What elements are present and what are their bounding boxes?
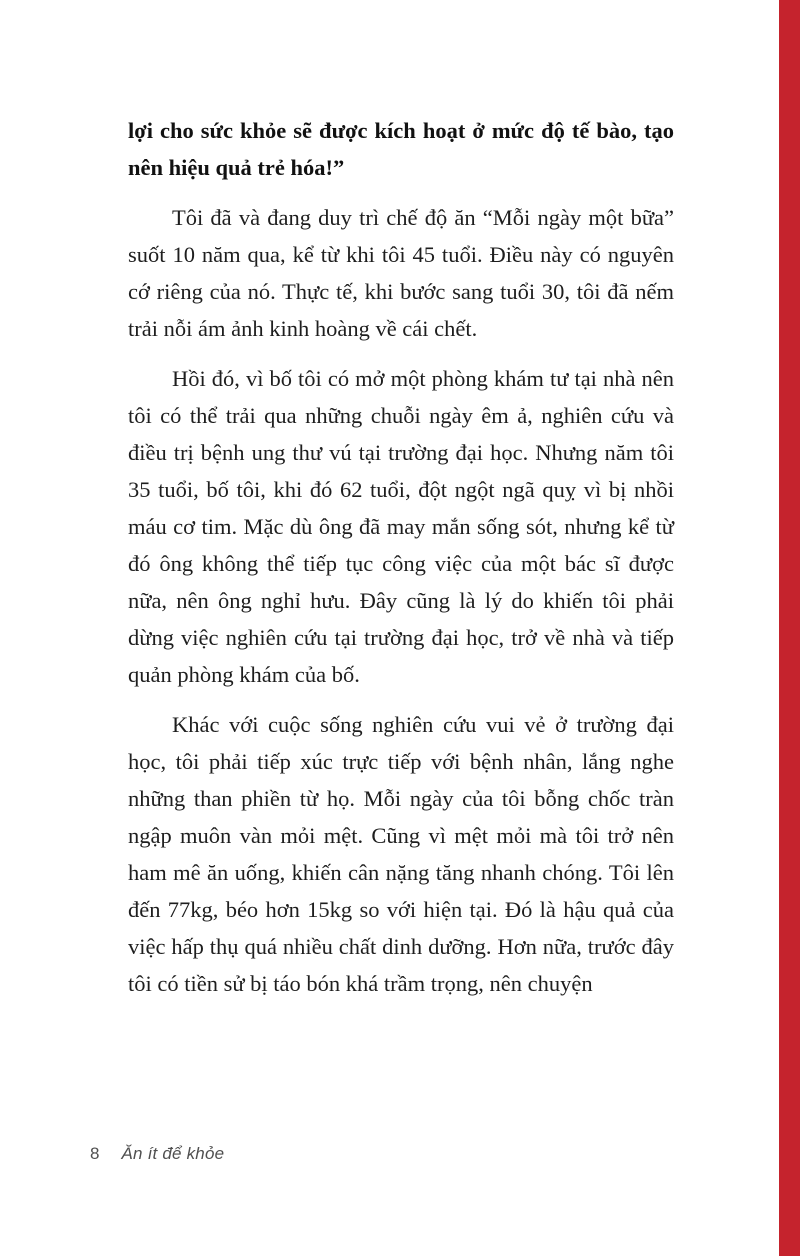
page-footer bbox=[90, 1144, 224, 1164]
page-body bbox=[128, 112, 674, 1002]
lead-quote: lợi cho sức khỏe sẽ được kích hoạt ở mức độ tế bào, tạo nên hiệu quả trẻ hóa!” bbox=[128, 118, 674, 180]
running-title: Ăn ít để khỏe bbox=[121, 1144, 225, 1163]
paragraph: Tôi đã và đang duy trì chế độ ăn “Mỗi ngày một bữa” suốt 10 năm qua, kể từ khi tôi 45 tuổi. Điều này có nguyên cớ riêng của nó. Thực tế, khi bước sang tuổi 30, tôi đã nếm trải nỗi ám ảnh kinh hoàng về cái chết. bbox=[128, 205, 674, 341]
paragraph: Hồi đó, vì bố tôi có mở một phòng khám tư tại nhà nên tôi có thể trải qua những chuỗi ngày êm ả, nghiên cứu và điều trị bệnh ung thư vú tại trường đại học. Nhưng năm tôi 35 tuổi, bố tôi, khi đó 62 tuổi, đột ngột ngã quỵ vì bị nhồi máu cơ tim. Mặc dù ông đã may mắn sống sót, nhưng kể từ đó ông không thể tiếp tục công việc của một bác sĩ được nữa, nên ông nghỉ hưu. Đây cũng là lý do khiến tôi phải dừng việc nghiên cứu tại trường đại học, trở về nhà và tiếp quản phòng khám của bố. bbox=[128, 366, 674, 687]
page-number: 8 bbox=[90, 1144, 100, 1163]
spine-stripe bbox=[779, 0, 800, 1256]
paragraph: Khác với cuộc sống nghiên cứu vui vẻ ở trường đại học, tôi phải tiếp xúc trực tiếp với bệnh nhân, lắng nghe những than phiền từ họ. Mỗi ngày của tôi bỗng chốc tràn ngập muôn vàn mỏi mệt. Cũng vì mệt mỏi mà tôi trở nên ham mê ăn uống, khiến cân nặng tăng nhanh chóng. Tôi lên đến 77kg, béo hơn 15kg so với hiện tại. Đó là hậu quả của việc hấp thụ quá nhiều chất dinh dưỡng. Hơn nữa, trước đây tôi có tiền sử bị táo bón khá trầm trọng, nên chuyện bbox=[128, 712, 674, 996]
